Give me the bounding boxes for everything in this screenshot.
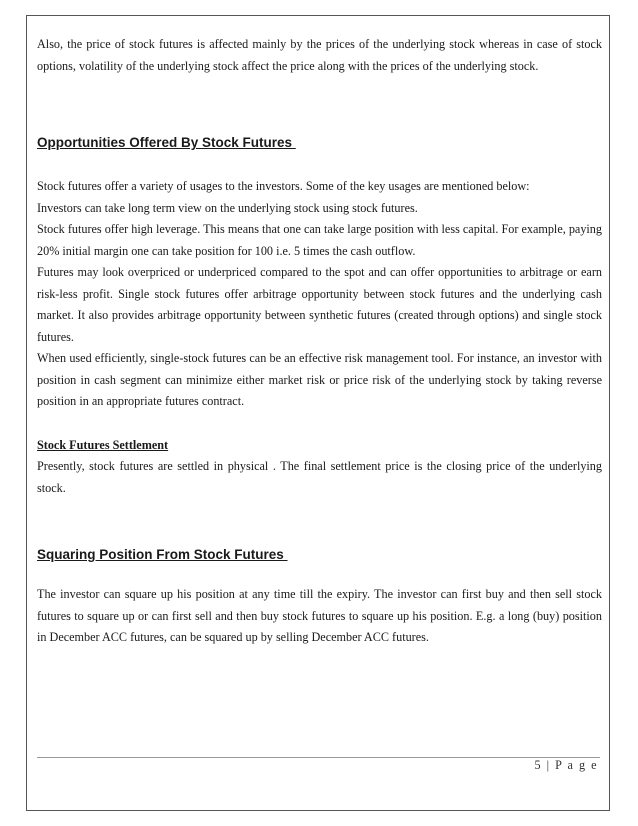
footer-divider [37, 757, 600, 758]
page-content [37, 34, 602, 649]
page-number: 5 | P a g e [534, 758, 598, 772]
paragraph-settlement: Presently, stock futures are settled in physical . The final settlement price is the closing price of the underlying stock. [37, 459, 602, 495]
intro-paragraph: Also, the price of stock futures is affected mainly by the prices of the underlying stock whereas in case of stock options, volatility of the underlying stock affect the price along with the prices of the underlying stock. [37, 37, 602, 73]
paragraph-usages-intro: Stock futures offer a variety of usages to the investors. Some of the key usages are mentioned below: [37, 179, 530, 193]
paragraph-leverage: Stock futures offer high leverage. This means that one can take large position with less capital. For example, paying 20% initial margin one can take position for 100 i.e. 5 times the cash outflow. [37, 222, 602, 258]
paragraph-risk-management: When used efficiently, single-stock futures can be an effective risk management tool. For instance, an investor with position in cash segment can minimize either market risk or price risk of the underlying stock by taking reverse position in an appropriate futures contract. [37, 351, 602, 408]
subheading-settlement: Stock Futures Settlement [37, 437, 169, 452]
section-heading-squaring: Squaring Position From Stock Futures [37, 547, 288, 562]
paragraph-squaring: The investor can square up his position at any time till the expiry. The investor can first buy and then sell stock futures to square up or can first sell and then buy stock futures to square up his position. E.g. a long (buy) position in December ACC futures, can be squared up by selling December ACC futures. [37, 587, 602, 644]
paragraph-arbitrage: Futures may look overpriced or underpriced compared to the spot and can offer opportunities to arbitrage or earn risk-less profit. Single stock futures offer arbitrage opportunity between stock futures and the underlying cash market. It also provides arbitrage opportunity between synthetic futures (created through options) and single stock futures. [37, 265, 602, 344]
paragraph-long-term-view: Investors can take long term view on the underlying stock using stock futures. [37, 200, 418, 215]
section-heading-opportunities: Opportunities Offered By Stock Futures [37, 135, 296, 150]
